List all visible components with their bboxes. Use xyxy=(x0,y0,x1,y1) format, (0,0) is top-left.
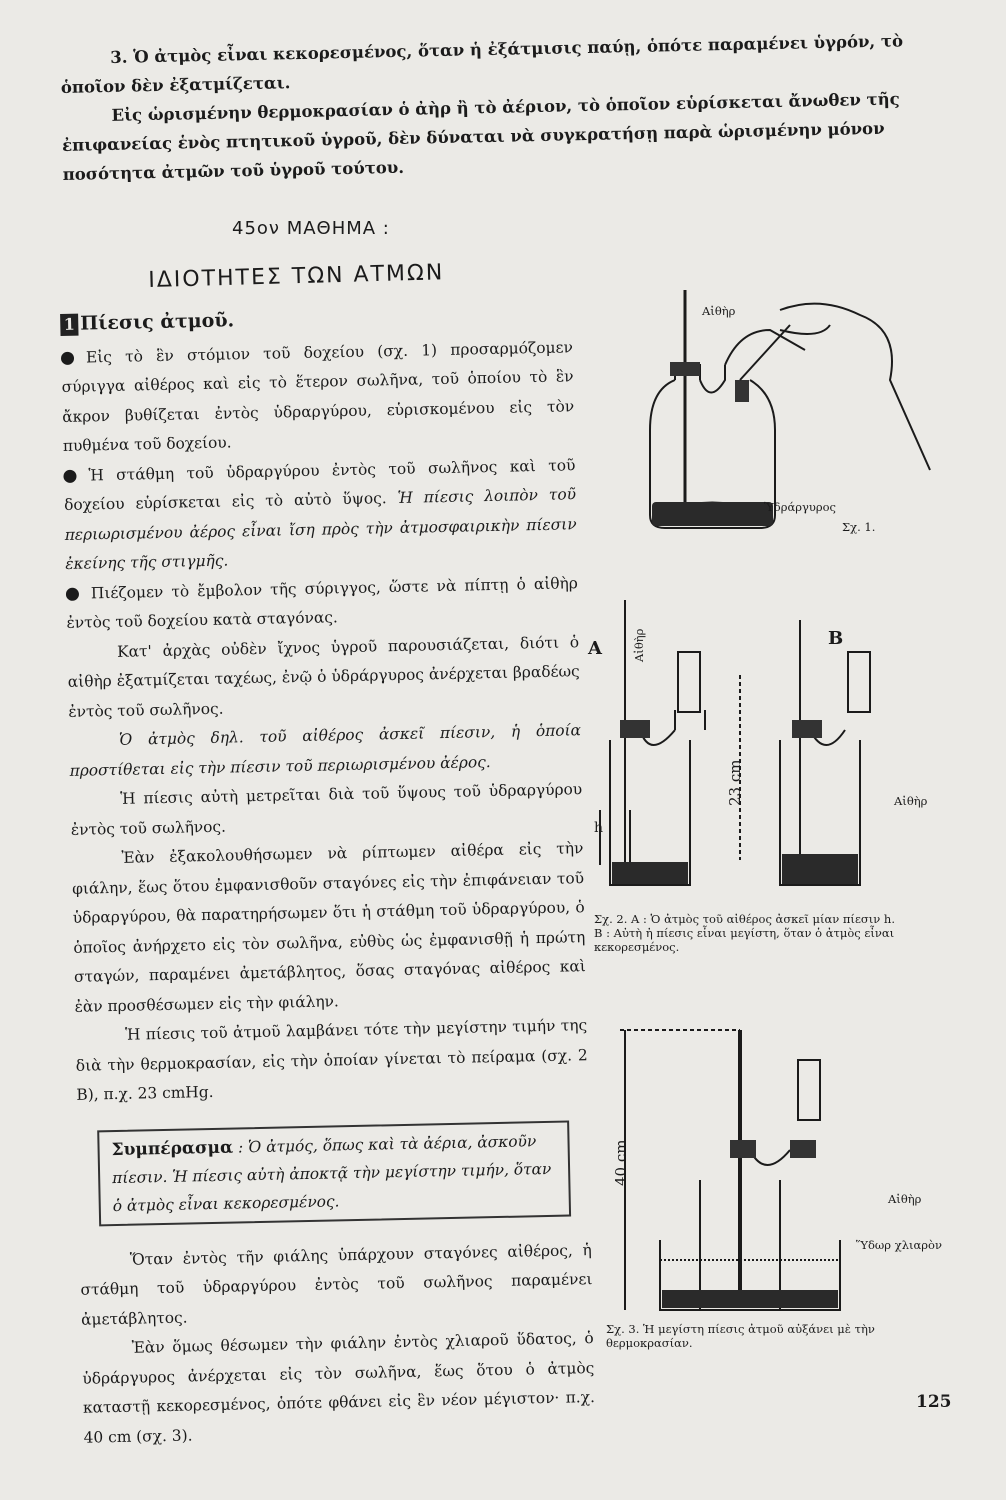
main-text-column xyxy=(60,299,596,1452)
conclusion-label: Συμπέρασμα xyxy=(111,1137,234,1160)
paragraph-b1-text: Εἰς τὸ ἓν στόμιον τοῦ δοχείου (σχ. 1) προσαρμόζομεν σύριγγα αἰθέρος καὶ εἰς τὸ ἕτερον σωλῆνα, τοῦ ὁποίου τὸ ἓν ἄκρον βυθίζεται ἐντὸς ὑδραργύρου, εὑρισκομένου εἰς τὸν πυθμένα τοῦ δοχείου. xyxy=(61,337,575,455)
paragraph-b2-italic: Ἡ πίεσις λοιπὸν τοῦ περιωρισμένου ἀέρος εἶναι ἴση πρὸς τὴν ἀτμοσφαιρικὴν πίεσιν ἐκείνης τῆς στιγμῆς. xyxy=(64,485,577,573)
fig1-ether-label: Αἰθὴρ xyxy=(702,304,736,318)
fig2-caption-B: B : Αὐτὴ ἡ πίεσις εἶναι μεγίστη, ὅταν ὁ ἀτμὸς εἶναι κεκορεσμένος. xyxy=(594,926,895,954)
paragraph-4: Κατ' ἀρχὰς οὐδὲν ἴχνος ὑγροῦ παρουσιάζεται, διότι ὁ αἰθὴρ ἐξατμίζεται ταχέως, ἐνῷ ὁ ὑδράργυρος ἀνέρχεται βραδέως ἐντὸς τοῦ σωλῆνος. xyxy=(67,632,580,721)
paragraph-8: Ἡ πίεσις τοῦ ἀτμοῦ λαμβάνει τότε τὴν μεγίστην τιμήν της διὰ τὴν θερμοκρασίαν, εἰς τὴν ὁποίαν γίνεται τὸ πείραμα (σχ. 2 Β), π.χ. 23 cmHg. xyxy=(75,1016,588,1104)
fig2-h-label: h xyxy=(594,820,604,836)
fig1-number: Σχ. 1. xyxy=(842,520,876,534)
fig2-caption-A: Σχ. 2. A : Ὁ ἀτμὸς τοῦ αἰθέρος ἀσκεῖ μίαν πίεσιν h. xyxy=(594,912,895,926)
intro-paragraph-1: 3. Ὁ ἀτμὸς εἶναι κεκορεσμένος, ὅταν ἡ ἐξάτμισις παύῃ, ὁπότε παραμένει ὑγρόν, τὸ ὁποῖον δὲν ἐξατμίζεται. xyxy=(60,31,904,97)
paragraph-b2-text: Ἡ στάθμη τοῦ ὑδραργύρου ἐντὸς τοῦ σωλῆνος καὶ τοῦ δοχείου εὑρίσκεται εἰς τὸ αὐτὸ ὕψος. xyxy=(63,455,576,514)
intro-paragraph-2: Εἰς ὡρισμένην θερμοκρασίαν ὁ ἀὴρ ἢ τὸ ἀέριον, τὸ ὁποῖον εὑρίσκεται ἄνωθεν τῆς ἐπιφανείας ἑνὸς πτητικοῦ ὑγροῦ, δὲν δύναται νὰ συγκρατήσῃ παρὰ ὡρισμένην μόνον ποσότητα ἀτμῶν τοῦ ὑγροῦ τούτου. xyxy=(61,89,900,184)
section-number: 1 xyxy=(60,314,78,336)
lesson-number: 45ον ΜΑΘΗΜΑ : xyxy=(232,218,390,239)
bullet-icon xyxy=(66,588,79,601)
fig3-water-label: Ὕδωρ χλιαρὸν xyxy=(856,1238,942,1252)
fig1-mercury-label: Ὑδράργυρος xyxy=(764,500,836,514)
fig2-B-label: B xyxy=(828,628,844,649)
paragraph-b3 xyxy=(66,569,579,639)
conclusion-text: : Ὁ ἀτμός, ὅπως καὶ τὰ ἀέρια, ἀσκοῦν πίεσιν. Ἡ πίεσις αὐτὴ ἀποκτᾷ τὴν μεγίστην τιμήν, ὅταν ὁ ἀτμὸς εἶναι κεκορεσμένος. xyxy=(111,1131,552,1215)
fig3-caption: Σχ. 3. Ἡ μεγίστη πίεσις ἀτμοῦ αὐξάνει μὲ τὴν θερμοκρασίαν. xyxy=(606,1322,875,1350)
fig2-A-label: A xyxy=(588,638,602,659)
fig2-ether-label: Αἰθὴρ xyxy=(894,794,928,808)
paragraph-5: Ὁ ἀτμὸς δηλ. τοῦ αἰθέρος ἀσκεῖ πίεσιν, ἡ ὁποία προστίθεται εἰς τὴν πίεσιν τοῦ περιωρισμένου ἀέρος. xyxy=(69,721,582,780)
paragraph-6: Ἡ πίεσις αὐτὴ μετρεῖται διὰ τοῦ ὕψους τοῦ ὑδραργύρου ἐντὸς τοῦ σωλῆνος. xyxy=(70,780,583,839)
bullet-icon xyxy=(63,470,76,483)
intro-block xyxy=(60,26,943,189)
paragraph-10: Ἐὰν ὅμως θέσωμεν τὴν φιάλην ἐντὸς χλιαροῦ ὕδατος, ὁ ὑδράργυρος ἀνέρχεται εἰς τὸν σωλῆνα, ἕως ὅτου ὁ ἀτμὸς καταστῇ κεκορεσμένος, ὁπότε φθάνει εἰς ἓν νέον μέγιστον· π.χ. 40 cm (σχ. 3). xyxy=(82,1329,596,1447)
conclusion-box xyxy=(97,1120,571,1226)
chapter-title: ΙΔΙΟΤΗΤΕΣ ΤΩΝ ΑΤΜΩΝ xyxy=(148,260,445,293)
fig2-caption xyxy=(594,912,954,954)
figure-3-illustration xyxy=(600,1020,960,1320)
paragraph-b2 xyxy=(63,451,577,580)
page-number: 125 xyxy=(916,1392,952,1412)
fig2-ether-vertical-label: Αἰθὴρ xyxy=(632,628,646,662)
paragraph-b1 xyxy=(61,333,575,462)
fig3-ether-label: Αἰθὴρ xyxy=(888,1192,922,1206)
paragraph-9: Ὅταν ἐντὸς τῆν φιάλης ὑπάρχουν σταγόνες αἰθέρος, ἡ στάθμη τοῦ ὑδραργύρου ἐντὸς τοῦ σωλῆνος παραμένει ἀμετάβλητος. xyxy=(80,1240,593,1329)
section-title: Πίεσις ἀτμοῦ. xyxy=(80,309,235,335)
fig3-40cm-label: 40 cm xyxy=(612,1139,630,1186)
fig2-23cm-label: 23 cm xyxy=(726,759,744,806)
paragraph-b3-text: Πιέζομεν τὸ ἔμβολον τῆς σύριγγος, ὥστε νὰ πίπτῃ ὁ αἰθὴρ ἐντὸς τοῦ δοχείου κατὰ σταγόνας. xyxy=(66,573,579,632)
bullet-icon xyxy=(61,352,74,365)
paragraph-7: Ἐὰν ἐξακολουθήσωμεν νὰ ρίπτωμεν αἰθέρα εἰς τὴν φιάλην, ἕως ὅτου ἐμφανισθοῦν σταγόνες εἰς τὴν ἐπιφάνειαν τοῦ ὑδραργύρου, θὰ παρατηρήσωμεν ὅτι ἡ στάθμη τοῦ ὑδραργύρου, ὁ ὁποῖος ἀνήρχετο εἰς τὸν σωλῆνα, εὐθὺς ὡς ἐμφανισθῇ ἡ πρώτη σταγών, παραμένει ἀμετάβλητος, ὅσας σταγόνας αἰθέρος καὶ ἐὰν προσθέσωμεν εἰς τὴν φιάλην. xyxy=(71,839,587,1016)
